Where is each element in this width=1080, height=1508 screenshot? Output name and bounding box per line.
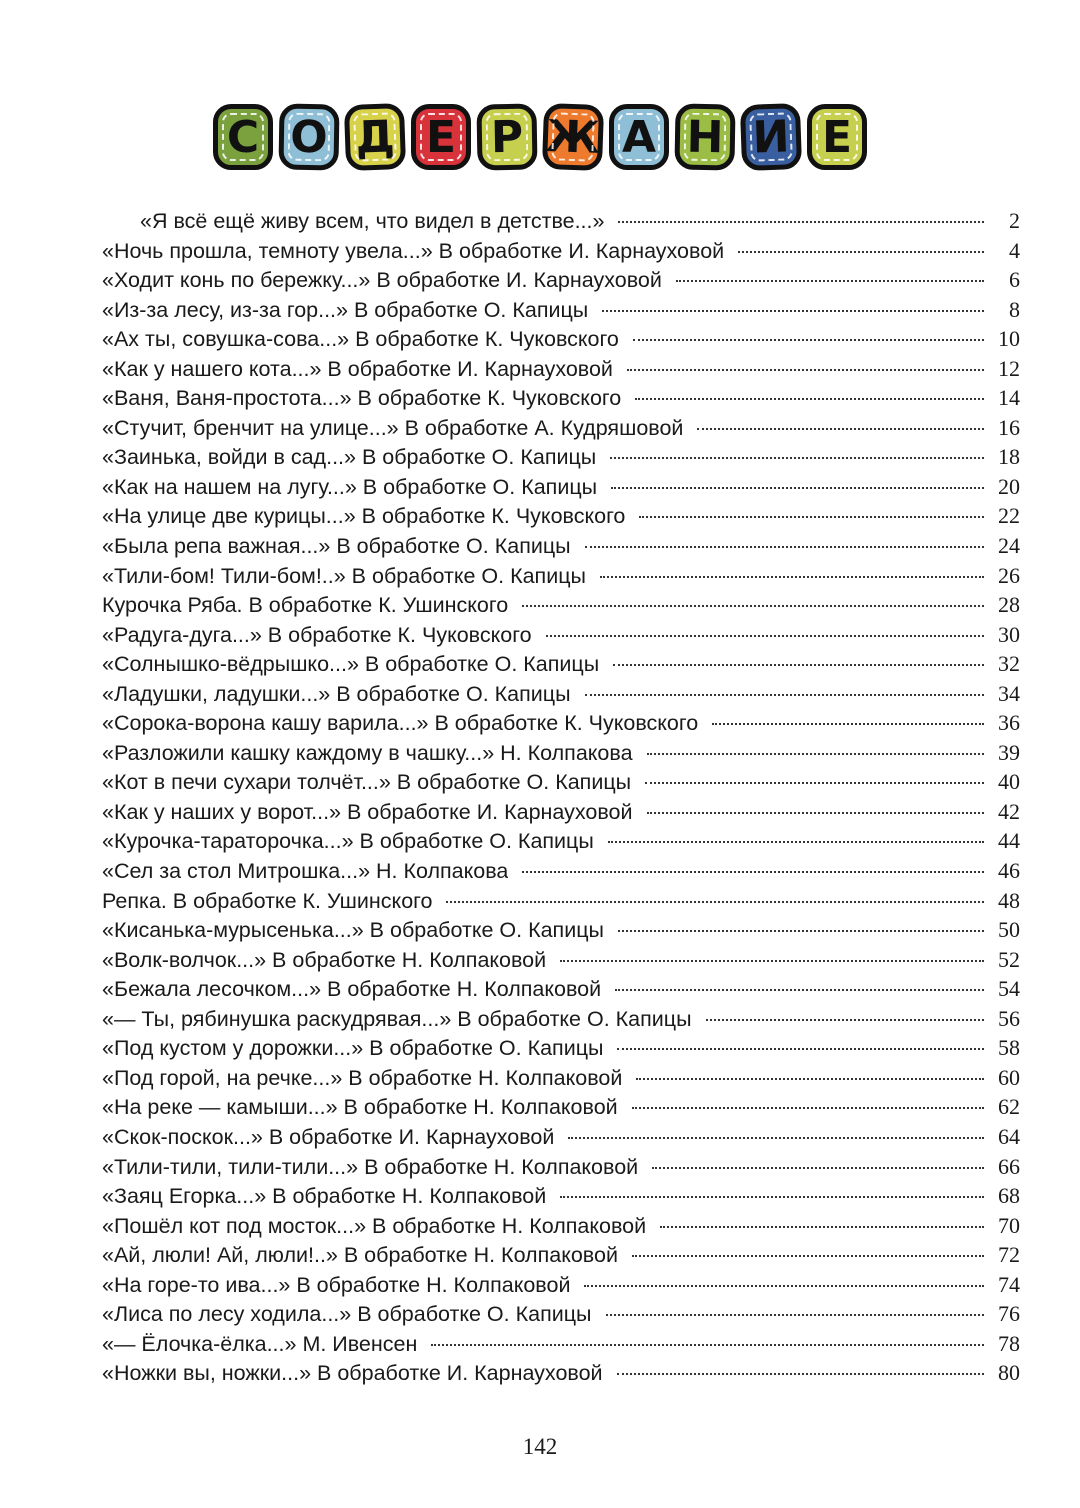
dot-leader [584, 1285, 984, 1287]
title-letter-tile [609, 104, 669, 170]
toc-entry-title: «Разложили кашку каждому в чашку...» Н. Колпакова [102, 740, 633, 765]
toc-entry [102, 354, 1020, 384]
dot-leader [546, 635, 984, 637]
toc-entry-page: 50 [998, 917, 1020, 943]
toc-entry-title: «Ножки вы, ножки...» В обработке И. Карнауховой [102, 1361, 603, 1386]
dot-leader [522, 871, 984, 873]
toc-entry [102, 974, 1020, 1004]
toc-entry-page: 54 [998, 976, 1020, 1002]
toc-entry-page: 8 [1009, 296, 1020, 322]
toc-entry [102, 1063, 1020, 1093]
dot-leader [652, 1167, 984, 1169]
toc-entry [102, 679, 1020, 709]
toc-entry-page: 26 [998, 562, 1020, 588]
dot-leader [738, 251, 984, 253]
toc-entry-title: «На реке — камыши...» В обработке Н. Колпаковой [102, 1095, 618, 1120]
toc-entry-page: 42 [998, 798, 1020, 824]
toc-entry [102, 1122, 1020, 1152]
dot-leader [618, 930, 984, 932]
toc-entry-title: «На улице две курицы...» В обработке К. Чуковского [102, 504, 626, 529]
toc-entry [102, 1270, 1020, 1300]
dot-leader [606, 1314, 984, 1316]
dot-leader [706, 1019, 984, 1021]
toc-entry-page: 70 [998, 1212, 1020, 1238]
toc-entry-page: 30 [998, 621, 1020, 647]
toc-entry [102, 1211, 1020, 1241]
dot-leader [639, 516, 984, 518]
dot-leader [635, 398, 984, 400]
toc-entry-page: 10 [998, 326, 1020, 352]
title-letter: И [751, 110, 791, 164]
toc-entry [102, 501, 1020, 531]
toc-entry-page: 74 [998, 1271, 1020, 1297]
toc-entry-page: 58 [998, 1035, 1020, 1061]
toc-entry [102, 472, 1020, 502]
dot-leader [647, 812, 985, 814]
toc-entry-page: 52 [998, 946, 1020, 972]
toc-entry-title: «Пошёл кот под мосток...» В обработке Н. Колпаковой [102, 1213, 647, 1238]
toc-entry-page: 48 [998, 887, 1020, 913]
toc-entry-title: «Тили-бом! Тили-бом!..» В обработке О. Капицы [102, 563, 586, 588]
dot-leader [611, 487, 984, 489]
toc-entry-page: 36 [998, 710, 1020, 736]
toc-entry-title: «Лиса по лесу ходила...» В обработке О. Капицы [102, 1302, 592, 1327]
dot-leader [627, 369, 984, 371]
toc-entry-title: «Бежала лесочком...» В обработке Н. Колпаковой [102, 977, 602, 1002]
toc-entry [102, 767, 1020, 797]
toc-entry-page: 80 [998, 1360, 1020, 1386]
dot-leader [712, 723, 984, 725]
toc-entry-title: «Стучит, бренчит на улице...» В обработке А. Кудряшовой [102, 415, 684, 440]
toc-entry-title: Курочка Ряба. В обработке К. Ушинского [102, 593, 509, 618]
dot-leader [633, 339, 984, 341]
toc-entry-title: «Была репа важная...» В обработке О. Капицы [102, 534, 571, 559]
toc-entry [102, 206, 1020, 236]
toc-entry-title: «Заяц Егорка...» В обработке Н. Колпаковой [102, 1184, 547, 1209]
toc-entry-title: «Курочка-тараторочка...» В обработке О. Капицы [102, 829, 594, 854]
toc-entry-page: 12 [998, 355, 1020, 381]
table-of-contents [102, 206, 1020, 1388]
title-letter-tile [213, 104, 273, 170]
dot-leader [676, 280, 984, 282]
toc-entry-page: 68 [998, 1183, 1020, 1209]
toc-entry-title: «Под горой, на речке...» В обработке Н. Колпаковой [102, 1065, 623, 1090]
toc-entry-title: «— Ты, рябинушка раскудрявая...» В обработке О. Капицы [102, 1006, 692, 1031]
dot-leader [446, 901, 984, 903]
dot-leader [431, 1344, 984, 1346]
toc-entry-page: 40 [998, 769, 1020, 795]
toc-entry-title: «Сорока-ворона кашу варила...» В обработке К. Чуковского [102, 711, 699, 736]
toc-entry [102, 295, 1020, 325]
toc-entry-page: 2 [1009, 208, 1020, 233]
toc-entry-page: 4 [1009, 237, 1020, 263]
toc-entry [102, 324, 1020, 354]
dot-leader [618, 221, 984, 223]
toc-entry-title: «Волк-волчок...» В обработке Н. Колпаковой [102, 947, 547, 972]
toc-entry-page: 32 [998, 651, 1020, 677]
title-letter-tile [807, 104, 867, 170]
title-letter: С [226, 111, 260, 163]
dot-leader [522, 605, 984, 607]
toc-entry-title: «Ай, люли! Ай, люли!..» В обработке Н. Колпаковой [102, 1243, 618, 1268]
title-letter: Д [354, 110, 396, 164]
toc-entry [102, 561, 1020, 591]
title-letter: О [289, 111, 329, 163]
toc-entry-title: «Как на нашем на лугу...» В обработке О. Капицы [102, 474, 598, 499]
toc-entry [102, 620, 1020, 650]
toc-entry-title: «Я всё ещё живу всем, что видел в детстве...» [140, 209, 605, 233]
dot-leader [613, 664, 984, 666]
toc-entry-title: «Скок-поскок...» В обработке И. Карнауховой [102, 1124, 555, 1149]
toc-entry-title: «Тили-тили, тили-тили...» В обработке Н. Колпаковой [102, 1154, 639, 1179]
dot-leader [645, 782, 984, 784]
toc-entry-title: «Как у наших у ворот...» В обработке И. Карнауховой [102, 799, 633, 824]
toc-entry-title: Репка. В обработке К. Ушинского [102, 888, 433, 913]
toc-entry-page: 16 [998, 414, 1020, 440]
dot-leader [632, 1107, 984, 1109]
toc-entry [102, 1181, 1020, 1211]
toc-entry [102, 383, 1020, 413]
toc-entry-page: 18 [998, 444, 1020, 470]
toc-entry-title: «Из-за лесу, из-за гор...» В обработке О. Капицы [102, 297, 589, 322]
toc-entry [102, 1329, 1020, 1359]
title-letter: Н [686, 111, 724, 163]
toc-entry [102, 915, 1020, 945]
toc-entry-page: 78 [998, 1330, 1020, 1356]
toc-entry-page: 72 [998, 1242, 1020, 1268]
toc-entry-title: «— Ёлочка-ёлка...» М. Ивенсен [102, 1331, 418, 1356]
toc-entry-title: «Под кустом у дорожки...» В обработке О. Капицы [102, 1036, 604, 1061]
toc-entry [102, 1033, 1020, 1063]
toc-entry-title: «Сел за стол Митрошка...» Н. Колпакова [102, 859, 509, 884]
toc-entry-title: «Ходит конь по бережку...» В обработке И. Карнауховой [102, 268, 662, 293]
title-letter-tile [476, 103, 537, 170]
dot-leader [560, 960, 984, 962]
title-letter: Р [490, 111, 524, 163]
toc-entry [102, 1240, 1020, 1270]
toc-entry [102, 531, 1020, 561]
toc-entry [102, 265, 1020, 295]
title-letter-tile [740, 103, 802, 171]
dot-leader [585, 694, 984, 696]
toc-entry [102, 1299, 1020, 1329]
dot-leader [568, 1137, 984, 1139]
toc-entry-title: «Радуга-дуга...» В обработке К. Чуковского [102, 622, 532, 647]
dot-leader [697, 428, 984, 430]
toc-entry-title: «Ладушки, ладушки...» В обработке О. Капицы [102, 681, 571, 706]
title-letter: А [621, 111, 657, 163]
title-letter-tile [278, 103, 339, 170]
dot-leader [608, 841, 984, 843]
title-letter-tile [344, 103, 406, 171]
toc-entry-page: 76 [998, 1301, 1020, 1327]
title-letter: Ж [545, 110, 601, 164]
toc-entry [102, 1358, 1020, 1388]
title-letter-tile [674, 103, 735, 170]
dot-leader [617, 1048, 984, 1050]
page-title [0, 104, 1080, 170]
dot-leader [602, 310, 984, 312]
toc-entry-page: 62 [998, 1094, 1020, 1120]
toc-entry [102, 649, 1020, 679]
toc-entry-page: 22 [998, 503, 1020, 529]
toc-entry-page: 56 [998, 1005, 1020, 1031]
toc-entry-title: «Ваня, Ваня-простота...» В обработке К. Чуковского [102, 386, 622, 411]
toc-entry [102, 826, 1020, 856]
toc-entry-title: «Ах ты, совушка-сова...» В обработке К. Чуковского [102, 327, 619, 352]
toc-entry [102, 797, 1020, 827]
dot-leader [647, 753, 984, 755]
toc-entry-page: 6 [1009, 267, 1020, 293]
toc-entry-title: «Солнышко-вёдрышко...» В обработке О. Капицы [102, 652, 600, 677]
dot-leader [617, 1373, 984, 1375]
toc-entry [102, 945, 1020, 975]
dot-leader [560, 1196, 984, 1198]
toc-entry [102, 236, 1020, 266]
toc-entry-page: 39 [998, 739, 1020, 765]
toc-entry [102, 886, 1020, 916]
toc-entry-title: «Кот в печи сухари толчёт...» В обработке О. Капицы [102, 770, 632, 795]
toc-entry [102, 708, 1020, 738]
dot-leader [600, 576, 984, 578]
toc-entry-page: 66 [998, 1153, 1020, 1179]
page-number: 142 [522, 1434, 558, 1459]
dot-leader [632, 1255, 984, 1257]
toc-entry-title: «Как у нашего кота...» В обработке И. Карнауховой [102, 356, 613, 381]
title-letter: Е [425, 111, 457, 163]
title-letter-tile [542, 103, 604, 171]
toc-entry-page: 20 [998, 473, 1020, 499]
toc-entry [102, 1004, 1020, 1034]
title-letter: Е [821, 111, 853, 163]
toc-entry-title: «Ночь прошла, темноту увела...» В обработке И. Карнауховой [102, 238, 725, 263]
dot-leader [615, 989, 984, 991]
toc-entry-title: «Кисанька-мурысенька...» В обработке О. Капицы [102, 918, 604, 943]
toc-entry-page: 28 [998, 592, 1020, 618]
toc-entry [102, 856, 1020, 886]
toc-entry [102, 590, 1020, 620]
toc-entry [102, 1092, 1020, 1122]
toc-entry-page: 34 [998, 680, 1020, 706]
toc-entry-page: 46 [998, 858, 1020, 884]
toc-entry [102, 442, 1020, 472]
dot-leader [585, 546, 984, 548]
dot-leader [660, 1226, 984, 1228]
toc-entry-page: 60 [998, 1064, 1020, 1090]
toc-entry-page: 64 [998, 1123, 1020, 1149]
toc-entry-page: 24 [998, 533, 1020, 559]
toc-entry-page: 44 [998, 828, 1020, 854]
toc-entry-title: «Заинька, войди в сад...» В обработке О. Капицы [102, 445, 597, 470]
toc-entry [102, 413, 1020, 443]
toc-entry-page: 14 [998, 385, 1020, 411]
toc-entry [102, 1152, 1020, 1182]
dot-leader [610, 457, 984, 459]
toc-entry [102, 738, 1020, 768]
title-letter-tile [411, 104, 471, 170]
dot-leader [636, 1078, 984, 1080]
toc-entry-title: «На горе-то ива...» В обработке Н. Колпаковой [102, 1272, 571, 1297]
